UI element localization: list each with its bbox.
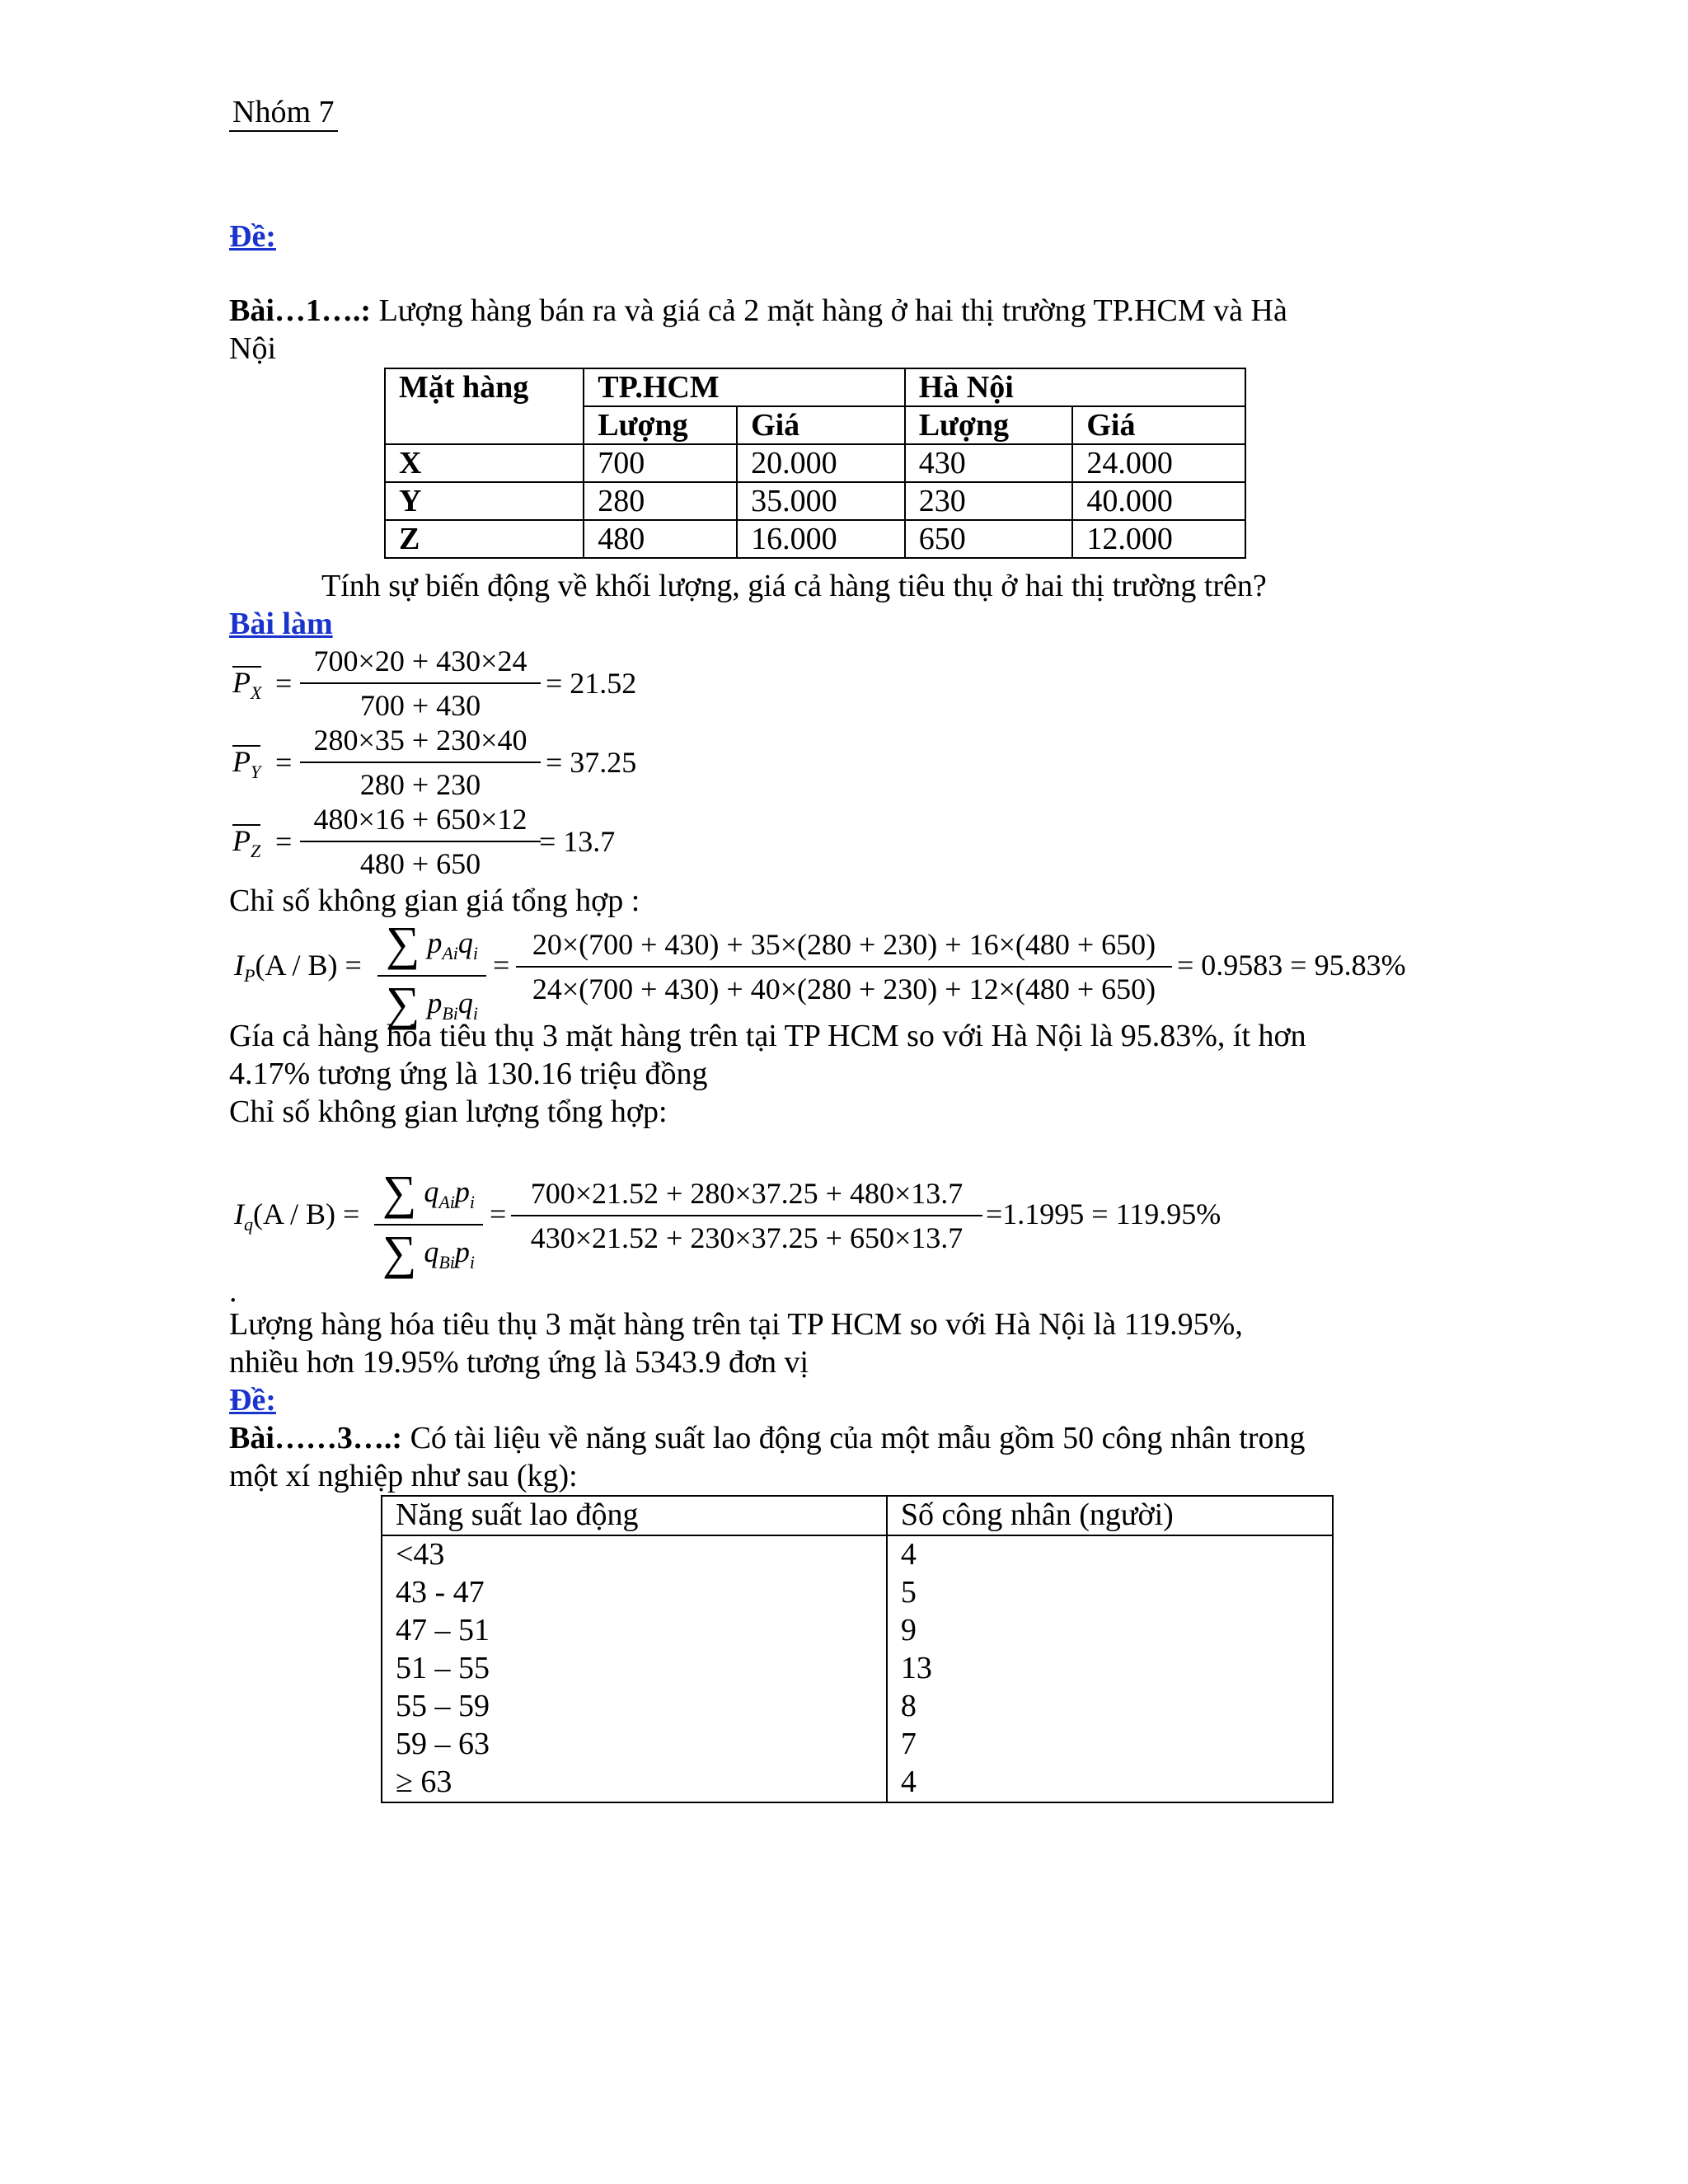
bai3-line2: một xí nghiệp như sau (kg): — [229, 1459, 578, 1493]
table-cell: 280 — [584, 482, 737, 520]
table-row — [382, 1535, 1333, 1574]
ip-fraction: 20×(700 + 430) + 35×(280 + 230) + 16×(480 + 650) 24×(700 + 430) + 40×(280 + 230) + 12×(480 + 650) — [516, 926, 1172, 1007]
table-cell: 40.000 — [1072, 482, 1245, 520]
bai1-line2: Nội — [229, 331, 276, 366]
py-result: = 37.25 — [546, 746, 637, 779]
question-1: Tính sự biến động về khối lượng, giá cả hàng tiêu thụ ở hai thị trường trên? — [321, 569, 1267, 603]
table-row — [382, 1612, 1333, 1650]
iq-result: =1.1995 = 119.95% — [986, 1197, 1221, 1230]
table-row — [385, 482, 1245, 520]
ip-equals: = — [493, 949, 510, 982]
table-cell: 230 — [905, 482, 1073, 520]
px-symbol: $P_X$ — [232, 666, 261, 708]
table-cell: X — [385, 444, 584, 482]
table-cell: 24.000 — [1072, 444, 1245, 482]
table-cell: 16.000 — [737, 520, 905, 558]
table-cell: 650 — [905, 520, 1073, 558]
pz-equals: = — [275, 825, 293, 858]
pz-symbol: $P_Z$ — [232, 824, 260, 866]
table-row — [382, 1764, 1333, 1802]
table-cell: 20.000 — [737, 444, 905, 482]
bai1-label: Bài…1….: — [229, 293, 372, 328]
table-cell: 7 — [887, 1726, 1333, 1764]
table-row — [385, 444, 1245, 482]
table-cell: 47 – 51 — [382, 1612, 887, 1650]
table-cell: 5 — [887, 1574, 1333, 1612]
table-cell: 430 — [905, 444, 1073, 482]
table1-header-hcm: TP.HCM — [584, 368, 904, 406]
bai3-label: Bài……3….: — [229, 1421, 403, 1455]
table-prices — [384, 368, 1246, 559]
page-header: Nhóm 7 — [229, 94, 338, 132]
table-cell: 59 – 63 — [382, 1726, 887, 1764]
table-cell: 480 — [584, 520, 737, 558]
bai3-text1: Có tài liệu về năng suất lao động của một mẫu gồm 50 công nhân trong — [402, 1421, 1306, 1455]
iq-conclusion-line1: Lượng hàng hóa tiêu thụ 3 mặt hàng trên tại TP HCM so với Hà Nội là 119.95%, — [229, 1307, 1243, 1342]
bai1-line1 — [229, 292, 1287, 330]
table-cell: Z — [385, 520, 584, 558]
table-cell: Y — [385, 482, 584, 520]
table-cell: 51 – 55 — [382, 1650, 887, 1688]
table-cell: 13 — [887, 1650, 1333, 1688]
iq-fraction: 700×21.52 + 280×37.25 + 480×13.7 430×21.52 + 230×37.25 + 650×13.7 — [511, 1175, 982, 1256]
table1-header-luong: Lượng — [584, 406, 737, 444]
table-cell: <43 — [382, 1535, 887, 1574]
de-heading-2[interactable]: Đề: — [229, 1383, 276, 1418]
table-cell: ≥ 63 — [382, 1764, 887, 1802]
price-index-title: Chỉ số không gian giá tổng hợp : — [229, 883, 640, 918]
table-row — [382, 1688, 1333, 1726]
table-row — [385, 520, 1245, 558]
ip-lhs: $I_P(A / B)$ = — [234, 949, 362, 986]
table-row — [382, 1650, 1333, 1688]
bai-lam-heading[interactable]: Bài làm — [229, 607, 333, 641]
bai1-text1: Lượng hàng bán ra và giá cả 2 mặt hàng ở hai thị trường TP.HCM và Hà — [371, 293, 1287, 328]
dot: . — [229, 1274, 237, 1309]
table1-header-luong: Lượng — [905, 406, 1073, 444]
table2-header-productivity: Năng suất lao động — [382, 1496, 887, 1535]
table-productivity — [381, 1495, 1334, 1803]
px-equals: = — [275, 667, 293, 700]
pz-result: = 13.7 — [539, 825, 616, 858]
table-cell: 4 — [887, 1764, 1333, 1802]
table1-header-gia: Giá — [737, 406, 905, 444]
table1-header-gia: Giá — [1072, 406, 1245, 444]
py-symbol: $P_Y$ — [232, 745, 260, 787]
table2-header-workers: Số công nhân (người) — [887, 1496, 1333, 1535]
py-equals: = — [275, 746, 293, 779]
px-fraction: 700×20 + 430×24 700 + 430 — [300, 643, 541, 724]
table-cell: 8 — [887, 1688, 1333, 1726]
table-cell: 55 – 59 — [382, 1688, 887, 1726]
table-row — [382, 1574, 1333, 1612]
table-cell: 700 — [584, 444, 737, 482]
table-row — [382, 1726, 1333, 1764]
ip-result: = 0.9583 = 95.83% — [1177, 949, 1406, 982]
py-fraction: 280×35 + 230×40 280 + 230 — [300, 722, 541, 803]
bai3-line1 — [229, 1419, 1306, 1457]
table-cell: 12.000 — [1072, 520, 1245, 558]
ip-conclusion-line2: 4.17% tương ứng là 130.16 triệu đồng — [229, 1057, 708, 1091]
ip-sum-fraction: ∑ $p_{Ai}q_i$ ∑ $p_{Bi}q_i$ — [377, 920, 486, 1032]
table-cell: 4 — [887, 1535, 1333, 1574]
iq-equals: = — [490, 1197, 507, 1230]
iq-conclusion-line2: nhiều hơn 19.95% tương ứng là 5343.9 đơn vị — [229, 1345, 809, 1380]
table-cell: 43 - 47 — [382, 1574, 887, 1612]
ip-conclusion-line1: Gía cả hàng hóa tiêu thụ 3 mặt hàng trên tại TP HCM so với Hà Nội là 95.83%, ít hơn — [229, 1019, 1306, 1053]
de-heading-1[interactable]: Đề: — [229, 219, 276, 254]
quantity-index-title: Chỉ số không gian lượng tổng hợp: — [229, 1094, 668, 1129]
table-cell: 9 — [887, 1612, 1333, 1650]
table-cell: 35.000 — [737, 482, 905, 520]
table1-header-hn: Hà Nội — [905, 368, 1245, 406]
iq-lhs: $I_q(A / B)$ = — [234, 1197, 360, 1235]
iq-sum-fraction: ∑ $q_{Ai}p_i$ ∑ $q_{Bi}p_i$ — [374, 1169, 483, 1281]
px-result: = 21.52 — [546, 667, 637, 700]
pz-fraction: 480×16 + 650×12 480 + 650 — [300, 801, 541, 882]
table1-header-item: Mặt hàng — [385, 368, 584, 444]
